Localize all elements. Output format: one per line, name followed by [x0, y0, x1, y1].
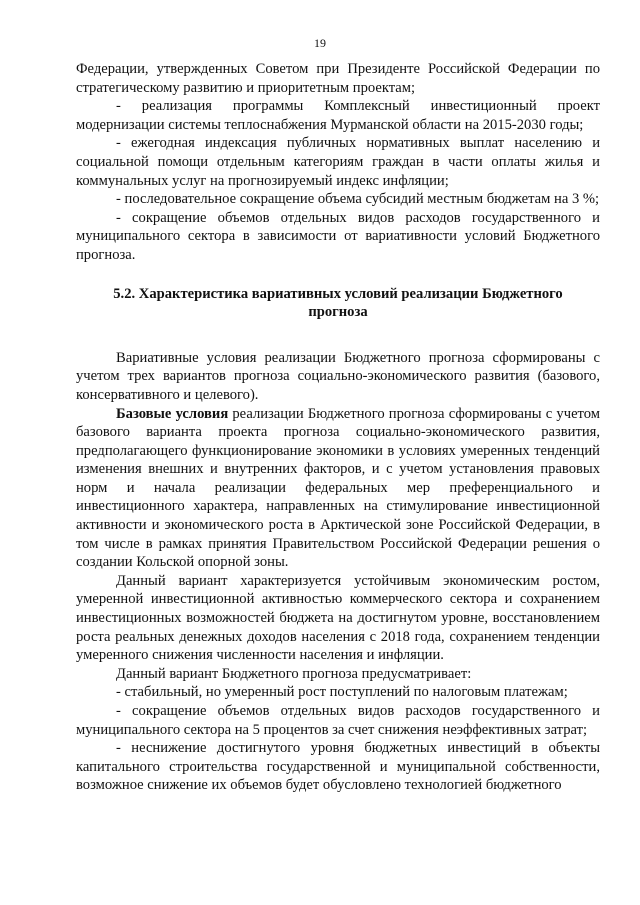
paragraph-intro: Вариативные условия реализации Бюджетного прогноза сформированы с учетом трех вариантов прогноза социально-экономического развития (базового, консервативного и целевого).	[76, 349, 600, 403]
paragraph-variant-description: Данный вариант характеризуется устойчивым экономическим ростом, умеренной инвестиционной активностью коммерческого сектора и сохранением инвестиционных возможностей бюджета на достигнутом уровне, восстановлением роста реальных денежных доходов населения с 2018 года, сохранением тенденции умеренного снижения численности населения и инфляции.	[76, 572, 600, 664]
list-item-expense-cut: - сокращение объемов отдельных видов расходов государственного и муниципального сектора на 5 процентов за счет снижения неэффективных затрат;	[76, 703, 600, 738]
paragraph-continuation: Федерации, утвержденных Советом при Президенте Российской Федерации по стратегическому развитию и приоритетным проектам;	[76, 61, 600, 96]
section-heading: 5.2. Характеристика вариативных условий реализации Бюджетного прогноза	[113, 285, 563, 321]
base-conditions-text: реализации Бюджетного прогноза сформированы с учетом базового варианта проекта прогноза социально-экономического развития, предполагающего функционирование экономики в условиях умеренных тенденций изменения внешних и внутренних факторов, и с учетом установления правовых норм и начала реализации федеральных мер преференциального и инвестиционного характера, направленных на стимулирование инвестиционной активности и экономического роста в Арктической зоне Российской Федерации, в том числе в рамках принятия Правительством Российской Федерации решения о создании Кольской опорной зоны.	[76, 405, 600, 571]
paragraph-base-conditions	[76, 405, 600, 572]
list-item-expense-reduction: - сокращение объемов отдельных видов расходов государственного и муниципального сектора в зависимости от вариативности условий Бюджетного прогноза.	[76, 209, 600, 263]
document-body	[76, 60, 600, 795]
list-item-subsidy-reduction: - последовательное сокращение объема субсидий местным бюджетам на 3 %;	[116, 191, 600, 208]
base-conditions-lead: Базовые условия	[116, 405, 229, 422]
page-number: 19	[314, 36, 326, 50]
list-item-investments: - неснижение достигнутого уровня бюджетных инвестиций в объекты капитального строительства государственной и муниципальной собственности, возможное снижение их объемов будет обусловлено технологией бюджетного	[76, 740, 600, 794]
paragraph-variant-provides: Данный вариант Бюджетного прогноза предусматривает:	[116, 665, 472, 682]
list-item-indexation: - ежегодная индексация публичных нормативных выплат населению и социальной помощи отдельным категориям граждан в части оплаты жилья и коммунальных услуг на прогнозируемый индекс инфляции;	[76, 135, 600, 189]
list-item-heating-program: - реализация программы Комплексный инвестиционный проект модернизации системы теплоснабжения Мурманской области на 2015-2030 годы;	[76, 98, 600, 133]
list-item-tax-growth: - стабильный, но умеренный рост поступлений по налоговым платежам;	[116, 684, 568, 701]
